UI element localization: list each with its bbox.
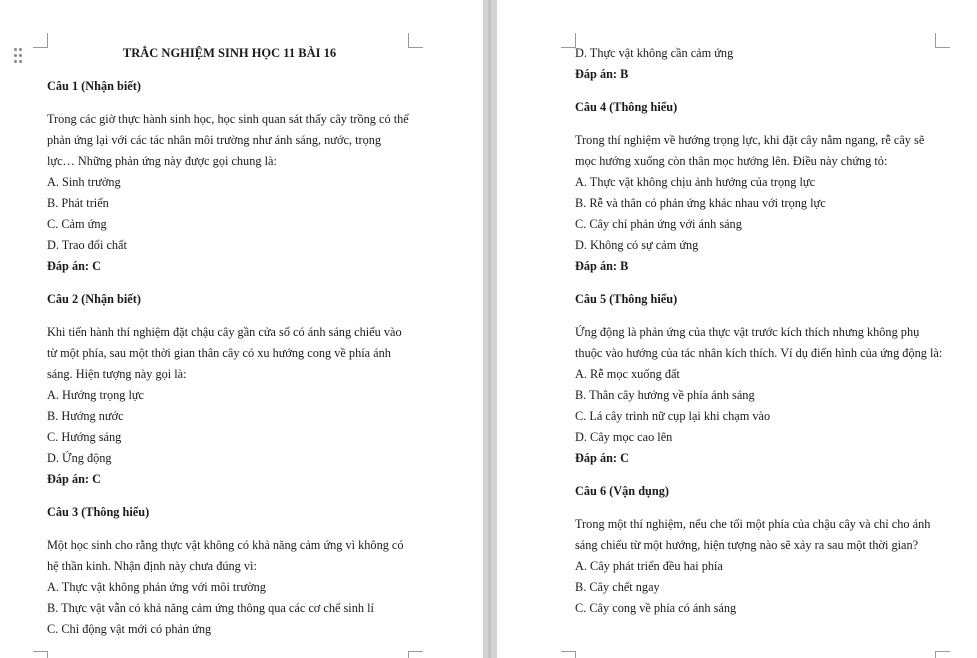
document-page-right[interactable]: [497, 0, 977, 658]
text-line: Trong các giờ thực hành sinh học, học sinh quan sát thấy cây trồng có thể: [47, 112, 409, 126]
text-line: B. Phát triển: [47, 196, 109, 210]
text-line: C. Hướng sáng: [47, 430, 122, 444]
margin-mark-top-left: [561, 33, 576, 48]
text-line: Trong thí nghiệm về hướng trọng lực, khi đặt cây nằm ngang, rễ cây sẽ: [575, 133, 925, 147]
heading-line: Câu 1 (Nhận biết): [47, 79, 141, 93]
text-line: phản ứng lại với các tác nhân môi trường như ánh sáng, nước, trọng: [47, 133, 382, 147]
margin-mark-bottom-left: [33, 651, 48, 658]
text-line: B. Thực vật vẫn có khả năng cảm ứng thông qua các cơ chế sinh lí: [47, 601, 374, 615]
margin-mark-bottom-left: [561, 651, 576, 658]
text-line: D. Không có sự cảm ứng: [575, 238, 699, 252]
heading-line: Đáp án: C: [47, 472, 101, 486]
text-line: D. Cây mọc cao lên: [575, 430, 673, 444]
document-page-left[interactable]: [0, 0, 483, 658]
margin-mark-bottom-right: [408, 651, 423, 658]
text-line: D. Thực vật không cần cảm ứng: [575, 46, 734, 60]
text-line: Trong một thí nghiệm, nếu che tối một phía của chậu cây và chỉ cho ánh: [575, 517, 931, 531]
document-title: TRẮC NGHIỆM SINH HỌC 11 BÀI 16: [122, 46, 337, 60]
page-gap: [483, 0, 497, 658]
table-move-handle-icon[interactable]: [14, 48, 24, 64]
heading-line: Câu 2 (Nhận biết): [47, 292, 141, 306]
text-line: C. Cây chỉ phản ứng với ánh sáng: [575, 217, 742, 231]
margin-mark-top-left: [33, 33, 48, 48]
text-line: mọc hướng xuống còn thân mọc hướng lên. Điều này chứng tỏ:: [575, 154, 888, 168]
text-line: A. Sinh trưởng: [47, 175, 121, 189]
left-page-content: [47, 43, 412, 640]
text-line: từ một phía, sau một thời gian thân cây có xu hướng cong về phía ánh: [47, 346, 391, 360]
text-line: A. Cây phát triển đều hai phía: [575, 559, 723, 573]
text-line: B. Rễ và thân có phản ứng khác nhau với trọng lực: [575, 196, 826, 210]
text-line: Ứng động là phản ứng của thực vật trước kích thích nhưng không phụ: [575, 325, 920, 339]
text-line: sáng. Hiện tượng này gọi là:: [47, 367, 187, 381]
heading-line: Câu 4 (Thông hiểu): [575, 100, 678, 114]
text-line: B. Cây chết ngay: [575, 580, 660, 594]
heading-line: Đáp án: B: [575, 67, 629, 81]
text-line: A. Thực vật không phản ứng với môi trường: [47, 580, 266, 594]
text-line: sáng chiếu từ một hướng, hiện tượng nào sẽ xảy ra sau một thời gian?: [575, 538, 919, 552]
text-line: C. Cây cong về phía có ánh sáng: [575, 601, 737, 615]
text-line: B. Hướng nước: [47, 409, 124, 423]
text-line: C. Chỉ động vật mới có phản ứng: [47, 622, 212, 636]
text-line: B. Thân cây hướng về phía ánh sáng: [575, 388, 755, 402]
text-line: thuộc vào hướng của tác nhân kích thích. Ví dụ điển hình của ứng động là:: [575, 346, 943, 360]
text-line: Khi tiến hành thí nghiệm đặt chậu cây gần cửa sổ có ánh sáng chiếu vào: [47, 325, 402, 339]
text-line: Một học sinh cho rằng thực vật không có khả năng cảm ứng vì không có: [47, 538, 404, 552]
text-line: hệ thần kinh. Nhận định này chưa đúng vì:: [47, 559, 257, 573]
text-line: D. Trao đổi chất: [47, 238, 127, 252]
right-page-content: [575, 43, 945, 619]
text-line: A. Thực vật không chịu ảnh hưởng của trọng lực: [575, 175, 816, 189]
heading-line: Đáp án: C: [47, 259, 101, 273]
heading-line: Câu 5 (Thông hiểu): [575, 292, 678, 306]
margin-mark-bottom-right: [935, 651, 950, 658]
heading-line: Đáp án: C: [575, 451, 629, 465]
text-line: C. Cảm ứng: [47, 217, 107, 231]
text-line: A. Hướng trọng lực: [47, 388, 145, 402]
heading-line: Câu 3 (Thông hiểu): [47, 505, 150, 519]
text-line: lực… Những phản ứng này được gọi chung là:: [47, 154, 277, 168]
text-line: C. Lá cây trinh nữ cụp lại khi chạm vào: [575, 409, 771, 423]
text-line: A. Rễ mọc xuống đất: [575, 367, 680, 381]
text-line: D. Ứng động: [47, 451, 112, 465]
heading-line: Đáp án: B: [575, 259, 629, 273]
heading-line: Câu 6 (Vận dụng): [575, 484, 669, 498]
